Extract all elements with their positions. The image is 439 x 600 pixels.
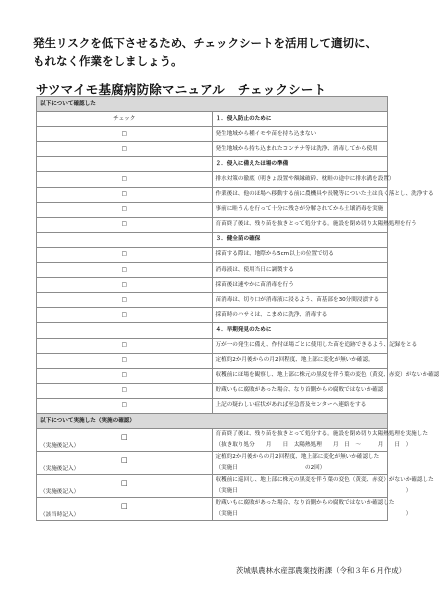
checklist-item: 採苗する際は、地際から5cm以上の位置で切る — [212, 247, 388, 262]
checklist-item: 採苗後は速やかに苗消毒を行う — [212, 278, 388, 293]
group-heading: ４．早期発見のために — [212, 323, 388, 338]
checklist-item: 排水対策の徹底（明きょ設置や額縁破砕、枕畦の途中に排水溝を設置） — [212, 172, 388, 187]
record-entry-side — [37, 498, 213, 521]
footer-credit: 茨城県農林水産部農業技術課（令和３年６月作成） — [236, 566, 406, 575]
checkbox[interactable]: □ — [120, 501, 128, 510]
checklist-item: 収穫前にほ場を観察し、地上部に株元の黒変を伴う葉の変色（黄変、赤変）がないか確認 — [212, 368, 388, 383]
checklist-item: 消毒液は、使用当日に調製する — [212, 263, 388, 278]
checkbox[interactable]: □ — [37, 172, 213, 187]
record-entry — [212, 429, 428, 452]
record-entry-side — [37, 429, 213, 452]
checkbox[interactable]: □ — [37, 398, 213, 413]
record-entry-side — [37, 475, 213, 498]
entry-note: （実施後記入） — [40, 488, 80, 495]
checkbox[interactable]: □ — [120, 478, 128, 487]
checkbox[interactable]: □ — [37, 202, 213, 217]
entry-record-field[interactable]: （実施日 ） — [215, 511, 412, 518]
checkbox[interactable]: □ — [37, 187, 213, 202]
checklist-item: 苗消毒は、切り口が消毒液に浸るよう、苗基部を30分間浸漬する — [212, 293, 388, 308]
intro-line-1: 発生リスクを低下させるため、チェックシートを活用して適切に、 — [33, 36, 377, 50]
entry-record-field[interactable]: （実施日 ） — [215, 488, 412, 495]
entry-note: （実施後記入） — [40, 442, 80, 449]
checkbox[interactable]: □ — [37, 127, 213, 142]
section-header: 以下について実施した（実施の確認） — [37, 413, 388, 428]
blank-cell — [37, 157, 213, 172]
entry-text: 定植約2か月後からの月2回程度、地上部に変化が無いか確認した — [215, 454, 380, 461]
checkbox[interactable]: □ — [37, 278, 213, 293]
page-title: サツマイモ基腐病防除マニュアル チェックシート — [36, 82, 327, 97]
checkbox[interactable]: □ — [37, 217, 213, 232]
record-entry — [212, 452, 388, 475]
checkbox[interactable]: □ — [120, 455, 128, 464]
record-entry — [212, 498, 412, 521]
entry-text: 貯蔵いもに腐敗があった場合、なり首側からの腐敗ではないか確認した — [215, 500, 395, 507]
checklist-table — [36, 96, 439, 521]
record-entry — [212, 475, 434, 498]
check-column-header: チェック — [37, 112, 213, 127]
checklist-item: 育苗終了後は、残り苗を抜きとって処分する。施設を閉め切り太陽熱処理を行う — [212, 217, 388, 232]
checklist-item: 採苗時のハサミは、こまめに洗浄、消毒する — [212, 308, 388, 323]
checklist-item: 作業後は、他のほ場へ移動する前に農機具や長靴等についた土は良く落とし、洗浄する — [212, 187, 388, 202]
checkbox[interactable]: □ — [37, 247, 213, 262]
entry-note: （該当時記入） — [40, 511, 80, 518]
checklist-item: 万が一の発生に備え、作付ほ場ごとに使用した苗を追跡できるよう、記録をとる — [212, 338, 388, 353]
checkbox[interactable]: □ — [37, 308, 213, 323]
checkbox[interactable]: □ — [37, 293, 213, 308]
checkbox[interactable]: □ — [37, 338, 213, 353]
entry-record-field[interactable]: （抜き取り処分 月 日 太陽熱処理 月 日 ～ 月 日 ） — [215, 442, 412, 449]
checkbox[interactable]: □ — [120, 432, 128, 441]
checklist-item: 発生地域から持ち込まれたコンテナ等は洗浄、消毒してから使用 — [212, 142, 388, 157]
checkbox[interactable]: □ — [37, 353, 213, 368]
section-header: 以下について確認した — [37, 97, 388, 112]
checkbox[interactable]: □ — [37, 263, 213, 278]
checklist-item: 上記の疑わしい症状があれば至急普及センターへ連絡をする — [212, 398, 388, 413]
entry-text: 収穫前に巡回し、地上部に株元の黒変を伴う葉の変色（黄変、赤変）がないか確認した — [215, 477, 434, 484]
checkbox[interactable]: □ — [37, 383, 213, 398]
checklist-item: 定植約2か月後からの月2回程度、地上部に変化が無いか確認。 — [212, 353, 388, 368]
blank-cell — [37, 232, 213, 247]
checklist-item: 発生地域から種イモや苗を持ち込まない — [212, 127, 388, 142]
group-heading: ３．健全苗の確保 — [212, 232, 388, 247]
intro-line-2: もれなく作業をしましょう。 — [33, 54, 183, 68]
entry-text: 育苗終了後は、残り苗を抜きとって処分する。施設を閉め切り太陽熱処理を実施した — [215, 431, 428, 438]
checklist-item: 貯蔵いもに腐敗があった場合、なり首側からの腐敗ではないか確認 — [212, 383, 388, 398]
checkbox[interactable]: □ — [37, 368, 213, 383]
intro-text — [33, 34, 403, 70]
record-entry-side — [37, 452, 213, 475]
entry-note: （実施後記入） — [40, 465, 80, 472]
group-heading: ２．侵入に備えたほ場の準備 — [212, 157, 388, 172]
checklist-item: 事前に畦うんを行って十分に残さが分解されてから土壌消毒を実施 — [212, 202, 388, 217]
checkbox[interactable]: □ — [37, 142, 213, 157]
entry-record-field[interactable]: （実施日 の2回） — [215, 465, 326, 472]
blank-cell — [37, 323, 213, 338]
group-heading: １．侵入防止のために — [212, 112, 388, 127]
